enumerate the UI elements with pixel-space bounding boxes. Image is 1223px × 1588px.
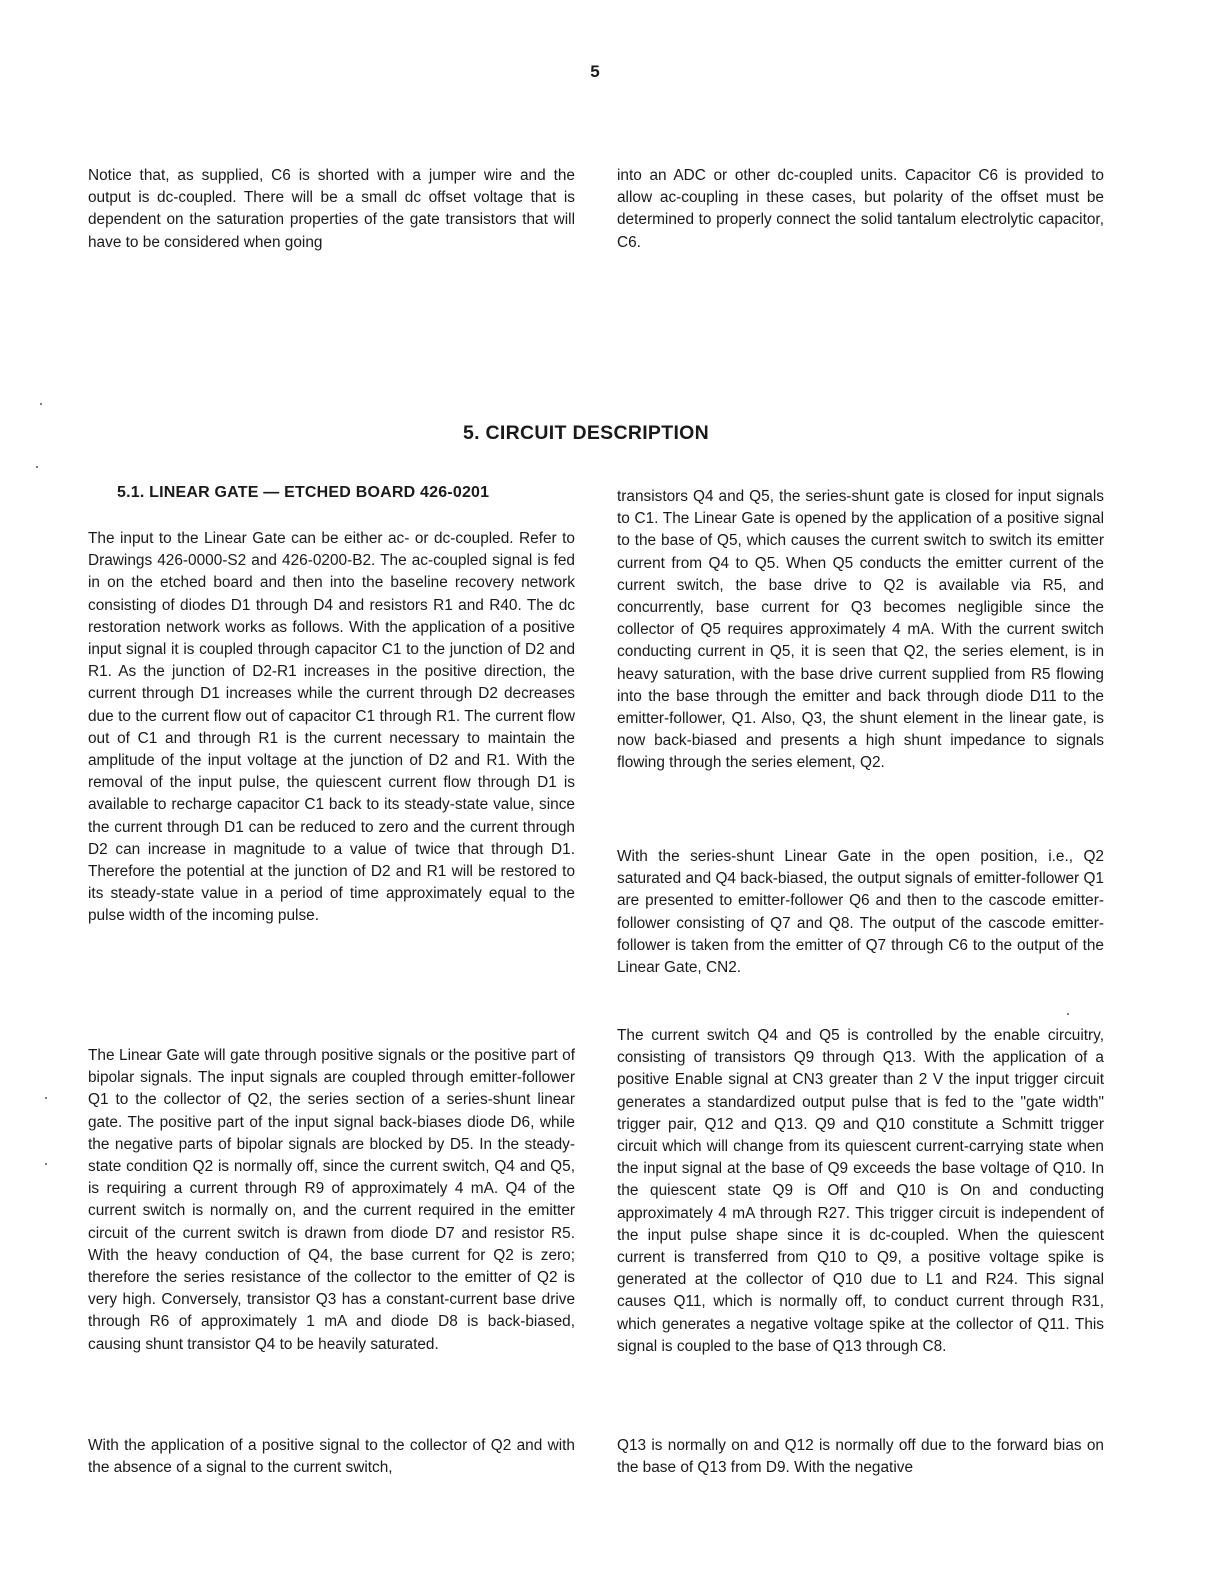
right-paragraph-1: transistors Q4 and Q5, the series-shunt gate is closed for input signals to C1. The Linear Gate is opened by the application of a positive signal to the base of Q5, which causes the current switch to switch its emitter current from Q4 to Q5. When Q5 conducts the emitter current of the current switch, the base drive to Q2 is available via R5, and concurrently, base current for Q3 becomes negligible since the collector of Q5 requires approximately 4 mA. With the current switch conducting current in Q5, it is seen that Q2, the series element, is in heavy saturation, with the base drive current supplied from R5 flowing into the base through the emitter and back through diode D11 to the emitter-follower, Q1. Also, Q3, the shunt element in the linear gate, is now back-biased and presents a high shunt impedance to signals flowing through the series element, Q2. — [617, 488, 1104, 772]
intro-right-text: into an ADC or other dc-coupled units. Capacitor C6 is provided to allow ac-coupling in these cases, but polarity of the offset must be determined to properly connect the solid tantalum electrolytic capacitor, C6. — [617, 167, 1104, 251]
sub-heading: 5.1. LINEAR GATE — ETCHED BOARD 426-0201 — [117, 484, 490, 501]
left-paragraph-1: The input to the Linear Gate can be either ac- or dc-coupled. Refer to Drawings 426-0000-S2 and 426-0200-B2. The ac-coupled signal is fed in on the etched board and then into the baseline recovery network consisting of diodes D1 through D4 and resistors R1 and R40. The dc restoration network works as follows. With the application of a positive input signal it is coupled through capacitor C1 to the junction of D2 and R1. As the junction of D2-R1 increases in the positive direction, the current through D1 increases while the current through D2 decreases due to the current flow out of capacitor C1 through R1. The current flow out of C1 and through R1 is the current necessary to maintain the amplitude of the input voltage at the junction of D2 and R1. With the removal of the input pulse, the quiescent current flow through D1 is available to recharge capacitor C1 back to its steady-state value, since the current through D1 can be reduced to zero and the current through D2 can increase in magnitude to a value of twice that through D1. Therefore the potential at the junction of D2 and R1 will be restored to its steady-state value in a period of time approximately equal to the pulse width of the incoming pulse. — [88, 530, 575, 925]
left-paragraph-2: The Linear Gate will gate through positive signals or the positive part of bipolar signals. The input signals are coupled through emitter-follower Q1 to the collector of Q2, the series section of a series-shunt linear gate. The positive part of the input signal back-biases diode D6, while the negative parts of bipolar signals are blocked by D5. In the steady-state condition Q2 is normally off, since the current switch, Q4 and Q5, is requiring a current through R9 of approximately 4 mA. Q4 of the current switch is normally on, and the current required in the emitter circuit of the current switch is drawn from diode D7 and resistor R5. With the heavy conduction of Q4, the base current for Q2 is zero; therefore the series resistance of the collector to the emitter of Q2 is very high. Conversely, transistor Q3 has a constant-current base drive through R6 of approximately 1 mA and diode D8 is back-biased, causing shunt transistor Q4 to be heavily saturated. — [88, 1047, 575, 1353]
intro-left-text: Notice that, as supplied, C6 is shorted with a jumper wire and the output is dc-coupled. There will be a small dc offset voltage that is dependent on the saturation properties of the gate transistors that will have to be considered when going — [88, 167, 575, 251]
scan-speck — [45, 1163, 47, 1165]
right-paragraph-4: Q13 is normally on and Q12 is normally off due to the forward bias on the base of Q13 from D9. With the negative — [617, 1437, 1104, 1477]
scan-speck — [40, 403, 42, 405]
left-paragraph-3: With the application of a positive signal to the collector of Q2 and with the absence of a signal to the current switch, — [88, 1437, 575, 1477]
scan-speck — [36, 466, 38, 468]
intro-paragraph-right — [617, 165, 1104, 254]
scan-speck — [45, 1097, 47, 1099]
page-number: 5 — [590, 62, 600, 81]
right-paragraph-2: With the series-shunt Linear Gate in the open position, i.e., Q2 saturated and Q4 back-biased, the output signals of emitter-follower Q1 are presented to emitter-follower Q6 and then to the cascode emitter-follower consisting of Q7 and Q8. The output of the cascode emitter-follower is taken from the emitter of Q7 through C6 to the output of the Linear Gate, CN2. — [617, 848, 1104, 977]
intro-paragraph-left — [88, 165, 575, 254]
scan-speck — [1067, 1013, 1069, 1015]
section-heading: 5. CIRCUIT DESCRIPTION — [462, 422, 710, 444]
right-paragraph-3: The current switch Q4 and Q5 is controlled by the enable circuitry, consisting of transistors Q9 through Q13. With the application of a positive Enable signal at CN3 greater than 2 V the input trigger circuit generates a standardized output pulse that is fed to the "gate width" trigger pair, Q12 and Q13. Q9 and Q10 constitute a Schmitt trigger circuit which will change from its quiescent current-carrying state when the input signal at the base of Q9 exceeds the base voltage of Q10. In the quiescent state Q9 is Off and Q10 is On and conducting approximately 4 mA through R27. This trigger circuit is independent of the input pulse shape since it is dc-coupled. When the quiescent current is transferred from Q10 to Q9, a positive voltage spike is generated at the collector of Q10 due to L1 and R24. This signal causes Q11, which is normally off, to conduct current through R31, which generates a negative voltage spike at the collector of Q11. This signal is coupled to the base of Q13 through C8. — [617, 1027, 1104, 1355]
